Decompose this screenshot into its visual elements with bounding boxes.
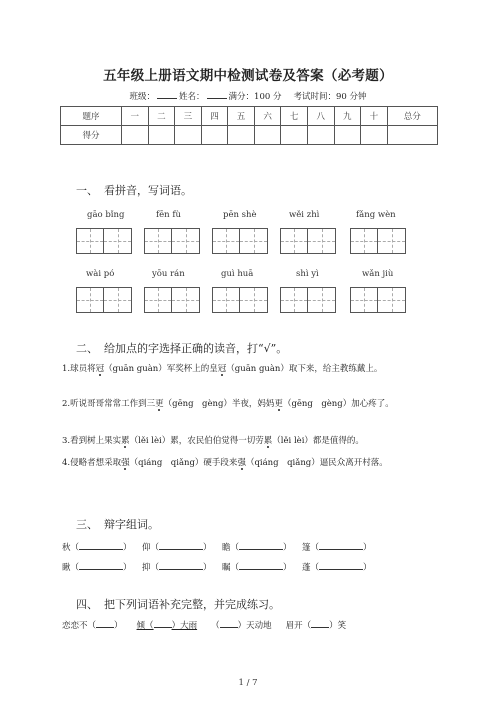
page-title: 五年级上册语文期中检测试卷及答案（必考题）: [103, 68, 393, 84]
answer-blank[interactable]: [96, 619, 114, 628]
question-3: 3.看到树上果实累（lěi lèi）累，农民伯伯觉得一切劳累（lěi lèi）都是值得的。: [62, 436, 364, 446]
score-header-cell: 六: [254, 107, 281, 126]
writing-grid[interactable]: [212, 287, 268, 313]
score-row-label: 得分: [61, 126, 122, 145]
pinyin-label: wěi zhì: [289, 210, 320, 220]
answer-blank[interactable]: [154, 619, 172, 628]
answer-blank[interactable]: [159, 541, 203, 550]
score-table-row: [61, 126, 438, 145]
idiom-fill-row: 恋恋不（ ） 倾（ ）大雨 （ ）天动地 眉开（ ）笑: [62, 621, 347, 631]
class-label: 班级：: [129, 92, 156, 102]
class-blank[interactable]: [157, 90, 177, 99]
score-header-cell: 八: [307, 107, 334, 126]
score-cell[interactable]: [281, 126, 308, 145]
section-title: 把下列词语补充完整，并完成练习。: [104, 598, 280, 611]
answer-blank[interactable]: [220, 619, 238, 628]
dotted-char: 强: [237, 458, 246, 468]
dotted-char: 强: [121, 458, 130, 468]
score-header-cell: 十: [361, 107, 388, 126]
pinyin-label: wài pó: [86, 269, 115, 279]
writing-grid[interactable]: [144, 228, 200, 254]
pinyin-label: shì yì: [296, 269, 319, 279]
score-cell[interactable]: [122, 126, 149, 145]
pinyin-label: yōu rán: [152, 269, 185, 279]
answer-blank[interactable]: [319, 561, 363, 570]
score-cell[interactable]: [201, 126, 228, 145]
dotted-char: 更: [155, 399, 164, 409]
score-header-cell: 题序: [61, 107, 122, 126]
section-2-heading: [76, 340, 287, 356]
answer-blank[interactable]: [319, 541, 363, 550]
score-header-cell: 二: [148, 107, 175, 126]
score-header-cell: 总分: [387, 107, 437, 126]
dotted-char: 更: [274, 399, 283, 409]
dotted-char: 冠: [95, 364, 105, 374]
writing-grid[interactable]: [144, 287, 200, 313]
dotted-char: 累: [263, 436, 273, 446]
score-header-cell: 一: [122, 107, 149, 126]
answer-blank[interactable]: [159, 561, 203, 570]
answer-blank[interactable]: [79, 561, 123, 570]
writing-grid[interactable]: [280, 287, 336, 313]
question-1: 1.球员将冠（guān guàn）军奖杯上的皇冠（guān guàn）取下来，给主教练戴上。: [62, 364, 383, 374]
word-row-2: 瞅（ ） 抑（ ） 瞩（ ） 蓬（ ）: [62, 563, 372, 573]
section-number: 四、: [76, 598, 98, 611]
exam-info: [0, 90, 496, 102]
section-title: 看拼音，写词语。: [104, 184, 192, 197]
section-number: 一、: [76, 184, 98, 197]
score-header-cell: 四: [201, 107, 228, 126]
pinyin-label: fǎng wèn: [356, 210, 396, 220]
writing-grid[interactable]: [280, 228, 336, 254]
word-row-1: 秋（ ） 仰（ ） 瞻（ ） 篷（ ）: [62, 543, 372, 553]
score-cell[interactable]: [228, 126, 255, 145]
answer-blank[interactable]: [239, 541, 283, 550]
dotted-char: 冠: [217, 364, 227, 374]
full-score: 满分：100 分: [228, 92, 282, 102]
score-cell[interactable]: [148, 126, 175, 145]
pinyin-label: guì huā: [221, 269, 254, 279]
score-cell[interactable]: [254, 126, 281, 145]
section-title: 给加点的字选择正确的读音，打“√”。: [104, 342, 288, 355]
question-2: 2.听说哥哥常常工作到三更（gēng gèng）半夜，妈妈更（gēng gèng）加心疼了。: [62, 399, 394, 409]
writing-grid[interactable]: [76, 287, 132, 313]
section-title: 辩字组词。: [104, 518, 159, 531]
pinyin-label: pēn shè: [223, 210, 257, 220]
answer-blank[interactable]: [79, 541, 123, 550]
score-header-cell: 九: [334, 107, 361, 126]
answer-blank[interactable]: [239, 561, 283, 570]
answer-blank[interactable]: [311, 619, 329, 628]
pinyin-label: fēn fù: [156, 210, 181, 220]
section-3-heading: [76, 516, 159, 532]
section-1-heading: [76, 182, 192, 198]
section-4-heading: [76, 596, 280, 612]
score-cell[interactable]: [175, 126, 202, 145]
section-number: 三、: [76, 518, 98, 531]
name-blank[interactable]: [207, 90, 227, 99]
exam-time: 考试时间：90 分钟: [293, 92, 367, 102]
score-table: [60, 106, 438, 145]
section-number: 二、: [76, 342, 98, 355]
writing-grid[interactable]: [212, 228, 268, 254]
score-cell[interactable]: [361, 126, 388, 145]
name-label: 姓名：: [179, 92, 205, 102]
question-4: 4.侵略者想采取强（qiáng qiǎng）硬手段来强（qiáng qiǎng）逼民众离开村落。: [62, 458, 388, 468]
score-header-cell: 七: [281, 107, 308, 126]
page-number: 1 / 7: [238, 678, 258, 688]
score-cell[interactable]: [387, 126, 437, 145]
score-header-cell: 三: [175, 107, 202, 126]
pinyin-label: gāo bǐng: [87, 210, 125, 220]
writing-grid[interactable]: [350, 228, 406, 254]
score-table-header: [61, 107, 438, 126]
writing-grid[interactable]: [76, 228, 132, 254]
score-header-cell: 五: [228, 107, 255, 126]
dotted-char: 累: [121, 436, 130, 446]
pinyin-label: wǎn jiù: [362, 269, 394, 279]
score-cell[interactable]: [334, 126, 361, 145]
score-cell[interactable]: [307, 126, 334, 145]
writing-grid[interactable]: [350, 287, 406, 313]
